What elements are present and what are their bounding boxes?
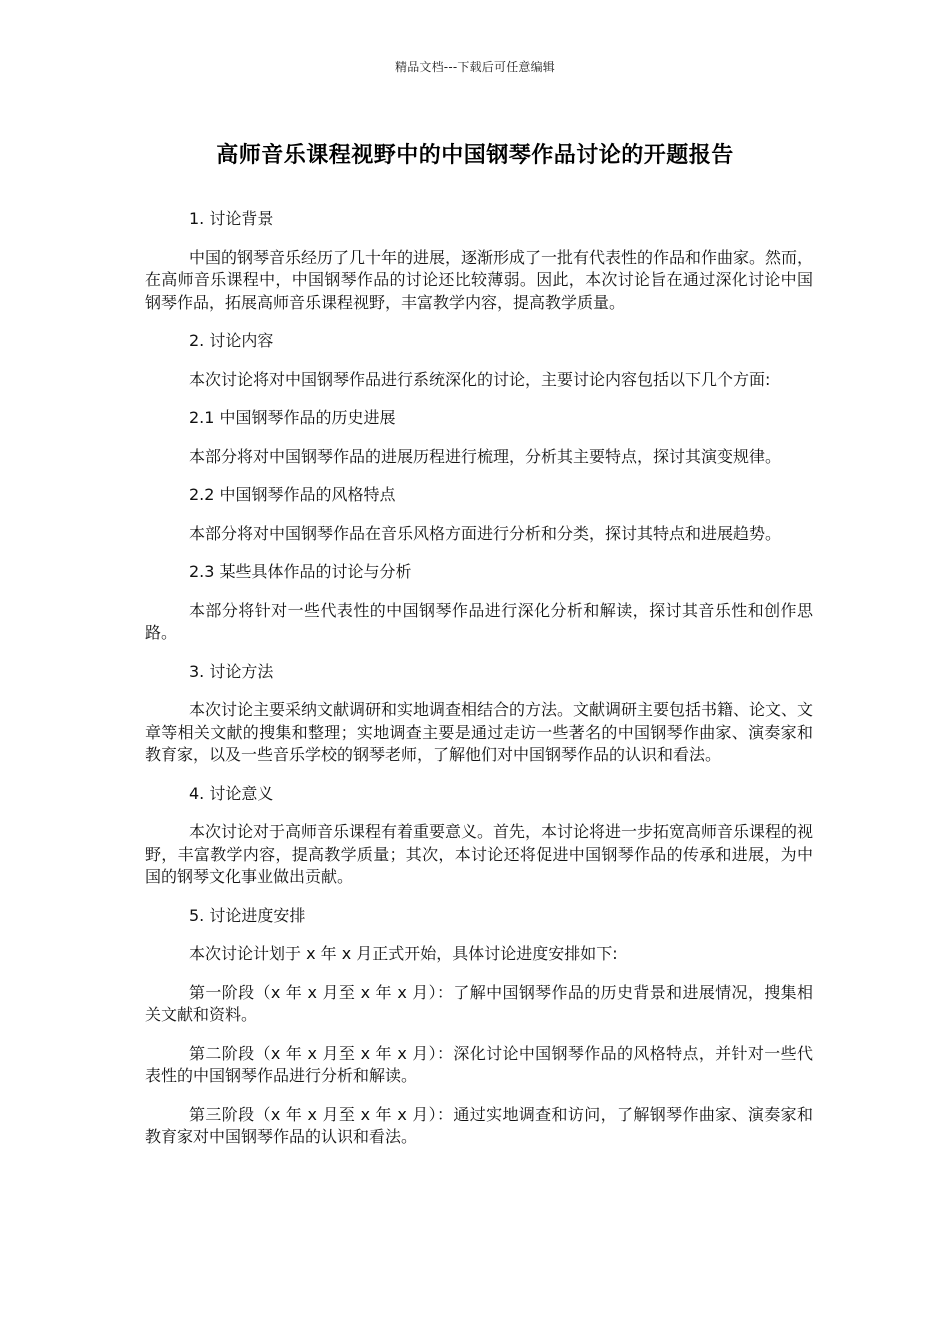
section-heading: 3. 讨论方法 [189, 661, 274, 681]
paragraph: 本部分将针对一些代表性的中国钢琴作品进行深化分析和解读，探讨其音乐性和创作思路。 [145, 600, 813, 642]
section-heading: 5. 讨论进度安排 [189, 905, 306, 925]
paragraph: 本次讨论主要采纳文献调研和实地调查相结合的方法。文献调研主要包括书籍、论文、文章等相关文献的搜集和整理；实地调查主要是通过走访一些著名的中国钢琴作曲家、演奏家和教育家，以及一些音乐学校的钢琴老师，了解他们对中国钢琴作品的认识和看法。 [145, 700, 814, 764]
paragraph: 本次讨论计划于 x 年 x 月正式开始，具体讨论进度安排如下: [189, 944, 618, 963]
section-heading: 2. 讨论内容 [189, 331, 274, 350]
document-body [145, 208, 813, 1165]
paragraph: 第二阶段（x 年 x 月至 x 年 x 月）：深化讨论中国钢琴作品的风格特点，并针对一些代表性的中国钢琴作品进行分析和解读。 [145, 1043, 813, 1085]
section-heading: 2.3 某些具体作品的讨论与分析 [189, 562, 412, 581]
section-heading: 1. 讨论背景 [189, 209, 274, 228]
section-heading: 2.1 中国钢琴作品的历史进展 [189, 408, 396, 427]
paragraph: 本部分将对中国钢琴作品的进展历程进行梳理，分析其主要特点，探讨其演变规律。 [189, 446, 782, 466]
section-heading: 4. 讨论意义 [189, 783, 274, 803]
document-title: 高师音乐课程视野中的中国钢琴作品讨论的开题报告 [216, 143, 734, 168]
section-heading: 2.2 中国钢琴作品的风格特点 [189, 485, 396, 504]
paragraph: 第一阶段（x 年 x 月至 x 年 x 月）：了解中国钢琴作品的历史背景和进展情况，搜集相关文献和资料。 [145, 982, 813, 1024]
page-header: 精品文档---下载后可任意编辑 [395, 60, 555, 74]
paragraph: 中国的钢琴音乐经历了几十年的进展，逐渐形成了一批有代表性的作品和作曲家。然而，在高师音乐课程中，中国钢琴作品的讨论还比较薄弱。因此，本次讨论旨在通过深化讨论中国钢琴作品，拓展高师音乐课程视野，丰富教学内容，提高教学质量。 [145, 247, 814, 312]
paragraph: 本次讨论将对中国钢琴作品进行系统深化的讨论，主要讨论内容包括以下几个方面: [189, 369, 771, 389]
paragraph: 本部分将对中国钢琴作品在音乐风格方面进行分析和分类，探讨其特点和进展趋势。 [189, 523, 782, 543]
paragraph: 本次讨论对于高师音乐课程有着重要意义。首先，本讨论将进一步拓宽高师音乐课程的视野，丰富教学内容，提高教学质量；其次，本讨论还将促进中国钢琴作品的传承和进展，为中国的钢琴文化事业做出贡献。 [145, 822, 814, 886]
paragraph: 第三阶段（x 年 x 月至 x 年 x 月）：通过实地调查和访问，了解钢琴作曲家、演奏家和教育家对中国钢琴作品的认识和看法。 [145, 1104, 813, 1146]
